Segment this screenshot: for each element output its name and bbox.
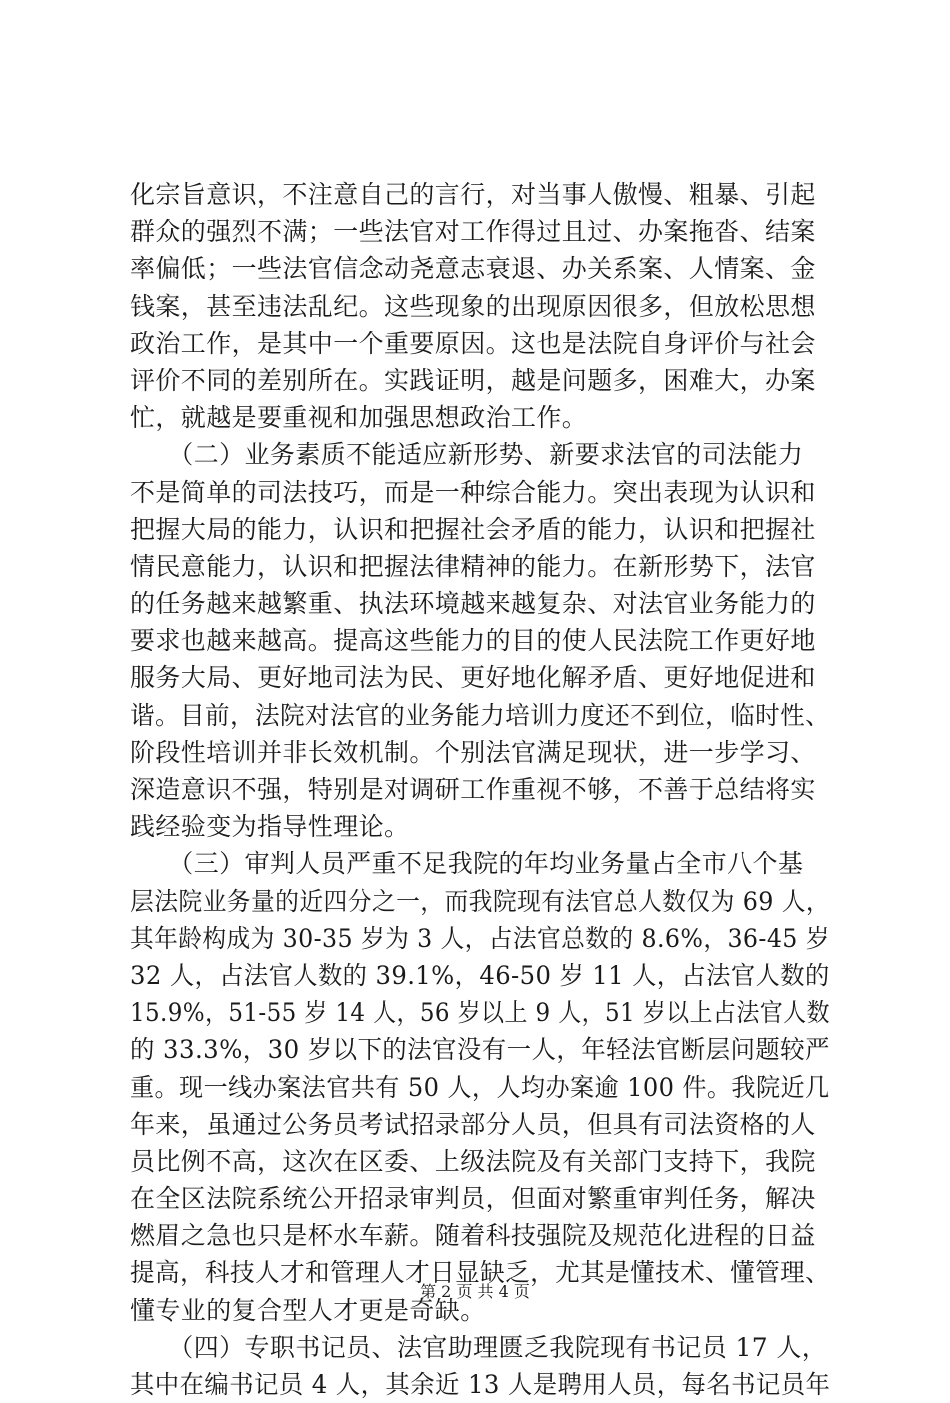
body-text — [130, 176, 830, 1403]
text-line: 服务大局、更好地司法为民、更好地化解矛盾、更好地促进和 — [130, 663, 816, 693]
text-line: 情民意能力，认识和把握法律精神的能力。在新形势下，法官 — [130, 551, 816, 581]
text-line: 把握大局的能力，认识和把握社会矛盾的能力，认识和把握社 — [130, 514, 816, 544]
text-line: 的任务越来越繁重、执法环境越来越复杂、对法官业务能力的 — [130, 589, 816, 619]
text-line: 率偏低；一些法官信念动尧意志衰退、办关系案、人情案、金 — [130, 254, 816, 284]
text-line: 钱案，甚至违法乱纪。这些现象的出现原因很多，但放松思想 — [130, 291, 816, 321]
text-line: 阶段性培训并非长效机制。个别法官满足现状，进一步学习、 — [130, 737, 816, 767]
text-line: 化宗旨意识，不注意自己的言行，对当事人傲慢、粗暴、引起 — [130, 180, 816, 209]
text-line: 提高，科技人才和管理人才日显缺乏，尤其是懂技术、懂管理、 — [130, 1258, 831, 1288]
text-line: 在全区法院系统公开招录审判员，但面对繁重审判任务，解决 — [130, 1184, 816, 1214]
text-line: 32 人，占法官人数的 39.1%，46-50 岁 11 人，占法官人数的 — [130, 960, 830, 990]
text-line: （三）审判人员严重不足我院的年均业务量占全市八个基 — [130, 849, 804, 879]
text-line: （二）业务素质不能适应新形势、新要求法官的司法能力 — [130, 440, 804, 470]
text-line: 忙，就越是要重视和加强思想政治工作。 — [130, 403, 588, 433]
text-line: （四）专职书记员、法官助理匮乏我院现有书记员 17 人， — [130, 1332, 828, 1362]
text-line: 深造意识不强，特别是对调研工作重视不够，不善于总结将实 — [130, 775, 816, 804]
text-line: 15.9%，51-55 岁 14 人，56 岁以上 9 人，51 岁以上占法官人数 — [130, 998, 830, 1028]
page-number-label: 第 2 页 共 4 页 — [420, 1282, 530, 1301]
text-line: 谐。目前，法院对法官的业务能力培训力度还不到位，临时性、 — [130, 700, 831, 730]
text-line: 不是简单的司法技巧，而是一种综合能力。突出表现为认识和 — [130, 477, 816, 507]
text-line: 群众的强烈不满；一些法官对工作得过且过、办案拖沓、结案 — [130, 217, 816, 247]
text-line: 践经验变为指导性理论。 — [130, 812, 410, 842]
text-line: 燃眉之急也只是杯水车薪。随着科技强院及规范化进程的日益 — [130, 1221, 816, 1251]
text-line: 年来，虽通过公务员考试招录部分人员，但具有司法资格的人 — [130, 1109, 816, 1139]
text-line: 懂专业的复合型人才更是奇缺。 — [130, 1295, 486, 1325]
text-line: 评价不同的差别所在。实践证明，越是问题多，困难大，办案 — [130, 365, 816, 395]
text-line: 员比例不高，这次在区委、上级法院及有关部门支持下，我院 — [130, 1146, 816, 1176]
page-footer — [0, 1279, 950, 1302]
text-line: 其中在编书记员 4 人，其余近 13 人是聘用人员，每名书记员年 — [130, 1370, 831, 1399]
text-line: 重。现一线办案法官共有 50 人，人均办案逾 100 件。我院近几 — [130, 1072, 830, 1102]
text-line: 层法院业务量的近四分之一，而我院现有法官总人数仅为 69 人， — [130, 886, 831, 916]
text-line: 的 33.3%，30 岁以下的法官没有一人，年轻法官断层问题较严 — [130, 1035, 830, 1065]
text-line: 其年龄构成为 30-35 岁为 3 人，占法官总数的 8.6%，36-45 岁 — [130, 923, 830, 953]
text-line: 政治工作，是其中一个重要原因。这也是法院自身评价与社会 — [130, 328, 816, 358]
text-line: 要求也越来越高。提高这些能力的目的使人民法院工作更好地 — [130, 626, 816, 656]
